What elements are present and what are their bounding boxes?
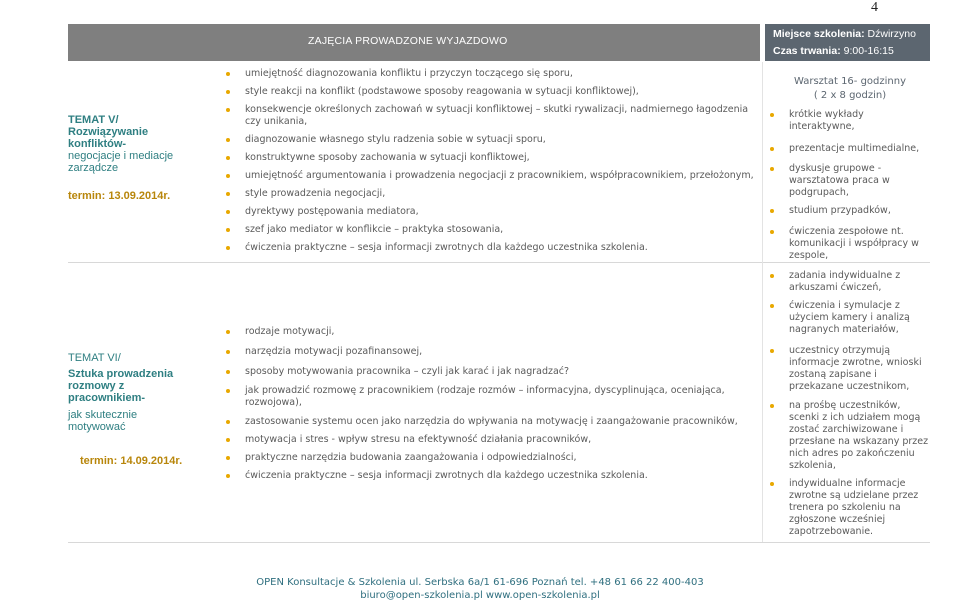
topic5-label-block bbox=[68, 114, 188, 202]
topic5-sub-line2: zarządcze bbox=[68, 162, 119, 174]
duration-row bbox=[773, 45, 894, 57]
topic5-content bbox=[226, 68, 756, 260]
workshop-method-item: indywidualne informacje zwrotne są udzielane przez trenera po szkoleniu na zgłoszone wcześniej zapotrzebowanie. bbox=[770, 478, 930, 538]
page-title: ZAJĘCIA PROWADZONE WYJAZDOWO bbox=[308, 35, 508, 47]
location-row bbox=[773, 28, 916, 40]
topic6-bullet-item: narzędzia motywacji pozafinansowej, bbox=[226, 346, 756, 358]
topic5-list bbox=[226, 68, 756, 254]
topic6-bullet-item: jak prowadzić rozmowę z pracownikiem (rodzaje rozmów – informacyjna, dyscyplinująca, oceniająca, rozwojowa), bbox=[226, 385, 756, 409]
topic5-bullet-item: ćwiczenia praktyczne – sesja informacji zwrotnych dla każdego uczestnika szkolenia. bbox=[226, 242, 756, 254]
topic6-title-line1: Sztuka prowadzenia bbox=[68, 368, 174, 380]
topic6-content bbox=[226, 326, 756, 488]
topic6-bullet-item: zastosowanie systemu ocen jako narzędzia do wpływania na motywację i zaangażowanie pracowników, bbox=[226, 416, 756, 428]
topic6-bullet-item: motywacja i stres - wpływ stresu na efektywność działania pracowników, bbox=[226, 434, 756, 446]
topic5-bullet-item: umiejętność diagnozowania konfliktu i przyczyn toczącego się sporu, bbox=[226, 68, 756, 80]
workshop-method-item: krótkie wykłady interaktywne, bbox=[770, 109, 930, 133]
topic6-bullet-item: ćwiczenia praktyczne – sesja informacji zwrotnych dla każdego uczestnika szkolenia. bbox=[226, 470, 756, 482]
topic5-bullet-item: konstruktywne sposoby zachowania w sytuacji konfliktowej, bbox=[226, 152, 756, 164]
page-number: 4 bbox=[871, 0, 878, 15]
topic5-label: TEMAT V/ bbox=[68, 114, 119, 126]
topic6-bullet-item: sposoby motywowania pracownika – czyli jak karać i jak nagradzać? bbox=[226, 366, 756, 378]
topic6-term: termin: 14.09.2014r. bbox=[80, 455, 183, 467]
topic5-bullet-item: szef jako mediator w konflikcie – praktyka stosowania, bbox=[226, 224, 756, 236]
workshop-title: Warsztat 16- godzinny bbox=[793, 76, 907, 87]
workshop-column bbox=[770, 75, 930, 544]
table-bottom-divider bbox=[68, 542, 930, 543]
header-title-bar bbox=[68, 24, 760, 61]
topic6-list bbox=[226, 326, 756, 482]
footer-line1: OPEN Konsultacje & Szkolenia ul. Serbska 6a/1 61-696 Poznań tel. +48 61 66 22 400-403 bbox=[256, 577, 704, 588]
workshop-method-item: dyskusje grupowe - warsztatowa praca w podgrupach, bbox=[770, 163, 930, 199]
topic5-bullet-item: style reakcji na konflikt (podstawowe sposoby reagowania w sytuacji konfliktowej), bbox=[226, 86, 756, 98]
workshop-method-item: studium przypadków, bbox=[770, 205, 930, 217]
workshop-method-item: prezentacje multimedialne, bbox=[770, 143, 930, 155]
topic5-bullet-item: dyrektywy postępowania mediatora, bbox=[226, 206, 756, 218]
workshop-method-item: ćwiczenia i symulacje z użyciem kamery i analizą nagranych materiałów, bbox=[770, 300, 930, 336]
workshop-methods-list bbox=[770, 109, 930, 538]
workshop-subtitle: ( 2 x 8 godzin) bbox=[813, 90, 887, 101]
topic5-bullet-item: konsekwencje określonych zachowań w sytuacji konfliktowej – skutki rywalizacji, nadmiernego łagodzenia czy unikania, bbox=[226, 104, 756, 128]
location-label: Miejsce szkolenia: bbox=[773, 28, 865, 40]
topic5-title-line2: konfliktów- bbox=[68, 138, 127, 150]
header-info-box bbox=[765, 24, 930, 61]
topic6-label: TEMAT VI/ bbox=[68, 352, 121, 364]
section-divider bbox=[68, 262, 930, 263]
topic6-bullet-item: rodzaje motywacji, bbox=[226, 326, 756, 338]
topic6-bullet-item: praktyczne narzędzia budowania zaangażowania i odpowiedzialności, bbox=[226, 452, 756, 464]
topic5-bullet-item: style prowadzenia negocjacji, bbox=[226, 188, 756, 200]
topic6-label-block bbox=[68, 352, 188, 467]
location-value: Dźwirzyno bbox=[867, 28, 916, 40]
topic5-title-line1: Rozwiązywanie bbox=[68, 126, 149, 138]
column-divider bbox=[762, 62, 763, 542]
footer-line2: biuro@open-szkolenia.pl www.open-szkolenia.pl bbox=[360, 590, 600, 600]
topic5-bullet-item: umiejętność argumentowania i prowadzenia negocjacji z pracownikiem, współpracownikiem, przełożonym, bbox=[226, 170, 756, 182]
workshop-method-item: ćwiczenia zespołowe nt. komunikacji i współpracy w zespole, bbox=[770, 226, 930, 262]
workshop-method-item: uczestnicy otrzymują informacje zwrotne, wnioski zostaną zapisane i przekazane uczestnikom, bbox=[770, 345, 930, 393]
workshop-method-item: zadania indywidualne z arkuszami ćwiczeń, bbox=[770, 270, 930, 294]
workshop-method-item: na prośbę uczestników, scenki z ich udziałem mogą zostać zarchiwizowane i przesłane na wskazany przez nich adres po zakończeniu szkolenia, bbox=[770, 400, 930, 472]
topic6-sub-line1: jak skutecznie motywować bbox=[68, 409, 138, 433]
topic6-title-line2: rozmowy z pracownikiem- bbox=[68, 380, 146, 404]
duration-label: Czas trwania: bbox=[773, 45, 841, 57]
topic5-term: termin: 13.09.2014r. bbox=[68, 190, 171, 202]
topic5-bullet-item: diagnozowanie własnego stylu radzenia sobie w sytuacji sporu, bbox=[226, 134, 756, 146]
duration-value: 9:00-16:15 bbox=[843, 45, 894, 57]
topic5-sub-line1: negocjacje i mediacje bbox=[68, 150, 174, 162]
